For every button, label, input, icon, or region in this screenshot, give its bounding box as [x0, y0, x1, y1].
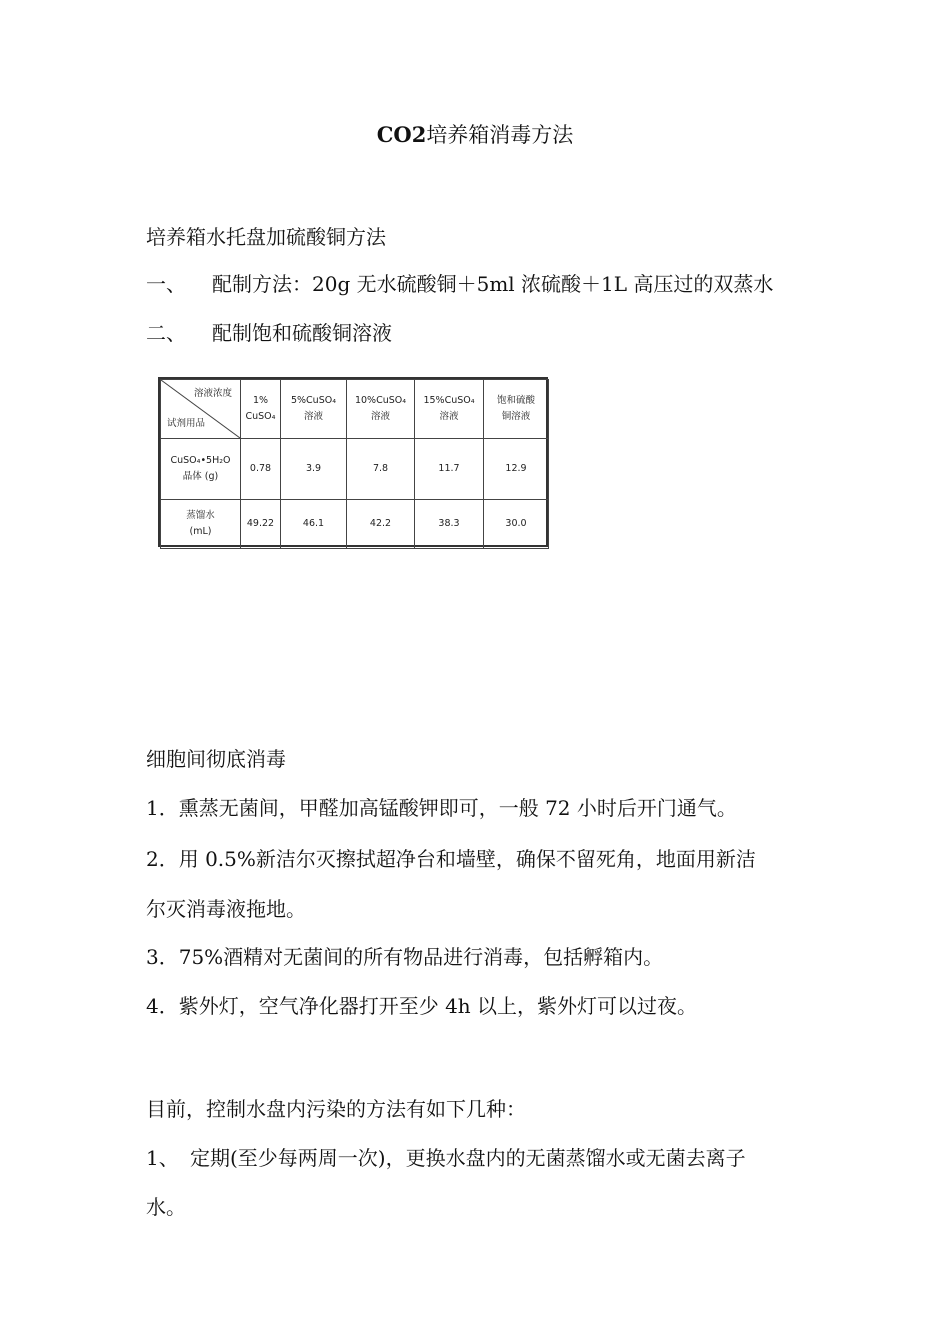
corner-bottom-label: 试剂用品 — [167, 418, 206, 429]
item-number: 一、 — [146, 272, 186, 296]
table-row — [161, 500, 549, 549]
section2-line-2: 2．用 0.5%新洁尔灭擦拭超净台和墙壁，确保不留死角，地面用新洁 — [146, 847, 756, 871]
item-number: 二、 — [146, 321, 186, 345]
table-cell: 42.2 — [347, 500, 415, 549]
section3-item-1-cont: 水。 — [146, 1195, 186, 1219]
table-cell: 11.7 — [415, 439, 484, 500]
section2-line-4: 3．75%酒精对无菌间的所有物品进行消毒，包括孵箱内。 — [146, 945, 664, 969]
column-header: 饱和硫酸 铜溶液 — [484, 380, 549, 439]
row-header: 蒸馏水 (mL) — [161, 500, 241, 549]
table-cell: 12.9 — [484, 439, 549, 500]
item-number: 1、 — [146, 1146, 179, 1170]
section1-item-1 — [146, 269, 773, 299]
section2-line-3: 尔灭消毒液拖地。 — [146, 897, 306, 921]
title-bold: CO2 — [376, 122, 427, 147]
table-corner-cell — [161, 380, 241, 439]
table-row — [161, 439, 549, 500]
section2-line-1: 1．熏蒸无菌间，甲醛加高锰酸钾即可，一般 72 小时后开门通气。 — [146, 796, 737, 820]
document-title — [0, 119, 950, 151]
item-text: 配制方法：20g 无水硫酸铜＋5ml 浓硫酸＋1L 高压过的双蒸水 — [212, 272, 774, 296]
item-text: 定期(至少每两周一次)，更换水盘内的无菌蒸馏水或无菌去离子 — [190, 1146, 746, 1170]
table-cell: 0.78 — [241, 439, 281, 500]
row-header: CuSO₄•5H₂O 晶体 (g) — [161, 439, 241, 500]
section1-item-2 — [146, 318, 392, 348]
corner-top-label: 溶液浓度 — [193, 388, 232, 399]
copper-sulfate-table — [158, 377, 548, 547]
table-cell: 3.9 — [281, 439, 347, 500]
section2-line-5: 4．紫外灯，空气净化器打开至少 4h 以上，紫外灯可以过夜。 — [146, 994, 698, 1018]
table-cell: 38.3 — [415, 500, 484, 549]
section3-item-1 — [146, 1143, 746, 1173]
table-cell: 49.22 — [241, 500, 281, 549]
section1-heading: 培养箱水托盘加硫酸铜方法 — [146, 225, 386, 249]
table-cell: 7.8 — [347, 439, 415, 500]
title-rest: 培养箱消毒方法 — [426, 123, 574, 147]
section3-heading: 目前，控制水盘内污染的方法有如下几种： — [146, 1097, 526, 1121]
column-header: 5%CuSO₄ 溶液 — [281, 380, 347, 439]
item-text: 配制饱和硫酸铜溶液 — [212, 321, 392, 345]
table-cell: 30.0 — [484, 500, 549, 549]
section2-heading: 细胞间彻底消毒 — [146, 747, 286, 771]
table-cell: 46.1 — [281, 500, 347, 549]
column-header: 15%CuSO₄ 溶液 — [415, 380, 484, 439]
column-header: 1% CuSO₄ — [241, 380, 281, 439]
column-header: 10%CuSO₄ 溶液 — [347, 380, 415, 439]
